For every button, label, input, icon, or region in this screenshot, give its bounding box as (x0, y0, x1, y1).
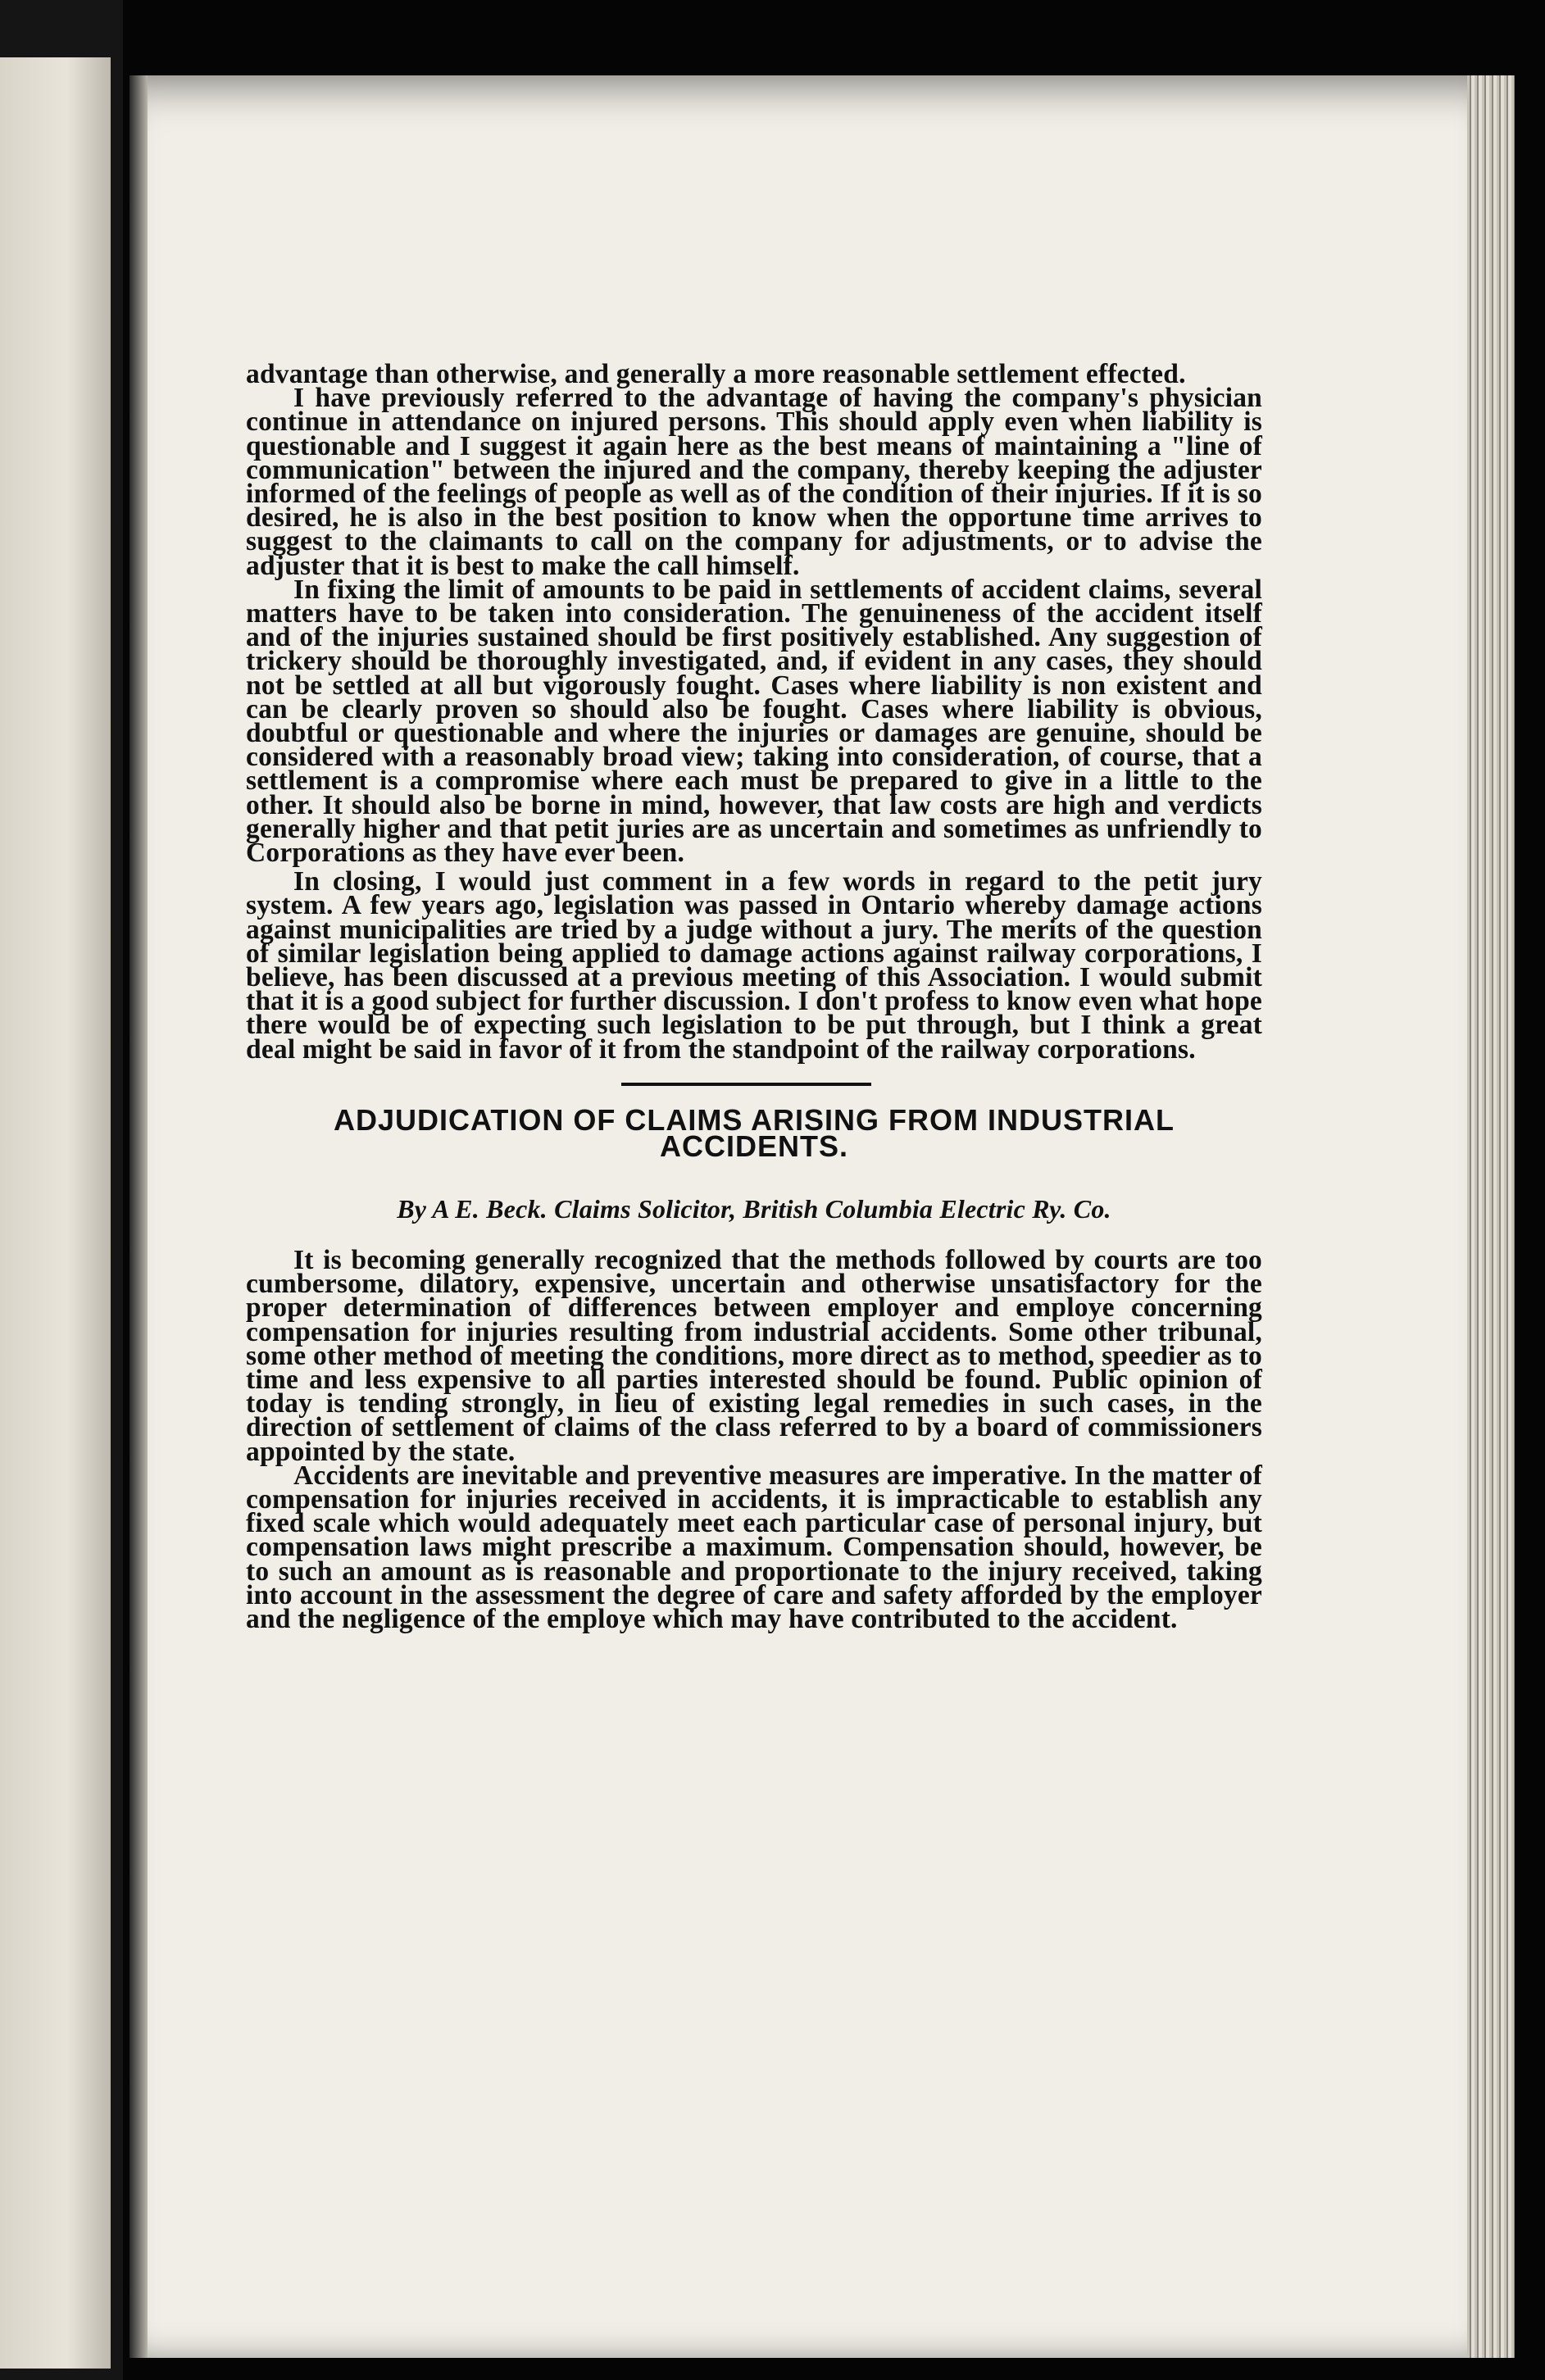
paragraph-petit-jury: In closing, I would just comment in a few words in regard to the petit jury system. A few years ago, legislation was passed in Ontario whereby damage actions against municipalities are tried by a judge without a jury. The merits of the question of similar legislation being applied to damage actions against railway corporations, I believe, has been discussed at a previous meeting of this Association. I would submit that it is a good subject for further discussion. I don't profess to know even what hope there would be of expecting such legislation to be put through, but I think a great deal might be said in favor of it from the standpoint of the railway corporations. (246, 866, 1262, 1065)
paragraph-physician: I have previously referred to the advantage of having the company's physician continue in attendance on injured persons. This should apply even when liability is questionable and I suggest it again here as the best means of maintaining a "line of communication" between the injured and the company, thereby keeping the adjuster informed of the feelings of people as well as of the condition of their injuries. If it is so desired, he is also in the best position to know when the opportune time arrives to suggest to the claimants to call on the company for adjustments, or to advise the adjuster that it is best to make the call himself. (246, 383, 1262, 581)
paragraph-settlement-limits: In fixing the limit of amounts to be paid in settlements of accident claims, several matters have to be taken into consideration. The genuineness of the accident itself and of the injuries sustained should be first positively established. Any suggestion of trickery should be thoroughly investigated, and, if evident in any cases, they should not be settled at all but vigorously fought. Cases where liability is non existent and can be clearly proven so should also be fought. Cases where liability is obvious, doubtful or questionable and where the injuries or damages are genuine, should be considered with a reasonably broad view; taking into consideration, of course, that a settlement is a compromise where each must be prepared to give in a little to the other. It should also be borne in mind, however, that law costs are high and verdicts generally higher and that petit juries are as uncertain and sometimes as unfriendly to Corporations as they have ever been. (246, 574, 1262, 869)
article-heading (246, 1102, 1262, 1163)
article-heading-line-2: ACCIDENTS. (659, 1129, 848, 1163)
page-text (246, 359, 1262, 1634)
paragraph-continued: advantage than otherwise, and generally a more reasonable settlement effected. (246, 359, 1186, 389)
facing-page-edge (0, 57, 111, 2369)
document-page (130, 75, 1515, 2358)
paragraph-methods: It is becoming generally recognized that the methods followed by courts are too cumbersome, dilatory, expensive, uncertain and otherwise unsatisfactory for the proper determination of differences between employer and employe concerning compensation for injuries resulting from industrial accidents. Some other tribunal, some other method of meeting the conditions, more direct as to method, speedier as to time and less expensive to all parties interested should be found. Public opinion of today is tending strongly, in lieu of existing legal remedies in such cases, in the direction of settlement of claims of the class referred to by a board of commissioners appointed by the state. (246, 1244, 1262, 1467)
article-heading-line-1: ADJUDICATION OF CLAIMS ARISING FROM INDUSTRIAL (334, 1102, 1175, 1137)
page-stack-edge (1467, 75, 1515, 2358)
section-divider (621, 1083, 871, 1086)
paragraph-compensation: Accidents are inevitable and preventive measures are imperative. In the matter of compensation for injuries received in accidents, it is impracticable to establish any fixed scale which would adequately meet each particular case of personal injury, but compensation laws might prescribe a maximum. Compensation should, however, be to such an amount as is reasonable and proportionate to the injury received, taking into account in the assessment the degree of care and safety afforded by the employer and the negligence of the employe which may have contributed to the accident. (246, 1460, 1262, 1634)
page-gutter-shadow (130, 75, 148, 2358)
article-byline: By A E. Beck. Claims Solicitor, British Columbia Electric Ry. Co. (397, 1193, 1111, 1224)
